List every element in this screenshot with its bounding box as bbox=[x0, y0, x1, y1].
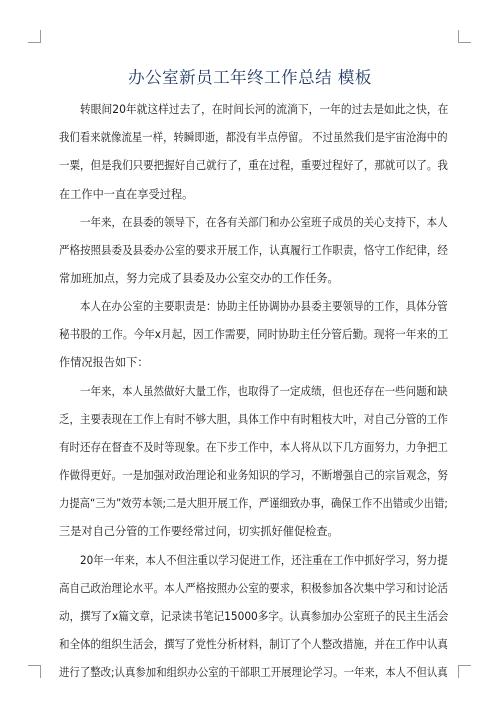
text-line: 动，撰写了x篇文章，记录读书笔记15000多字。认真参加办公室班子的民主生活会 bbox=[59, 610, 449, 623]
page-corner-mark-top-right bbox=[458, 30, 471, 43]
text-line: 秘书股的工作。今年x月起，因工作需要，同时协助主任分管后勤。现将一年来的工 bbox=[59, 328, 449, 341]
document-title: 办公室新员工年终工作总结 模板 bbox=[128, 68, 372, 87]
text-line: 高自己政治理论水平。本人严格按照办公室的要求，积极参加各次集中学习和讨论活 bbox=[59, 582, 448, 595]
text-line: 一年来，在县委的领导下，在各有关部门和办公室班子成员的关心支持下，本人 bbox=[80, 216, 448, 229]
text-line: 转眼间20年就这样过去了，在时间长河的流淌下，一年的过去是如此之快，在 bbox=[80, 103, 449, 116]
text-line: 在工作中一直在享受过程。 bbox=[59, 188, 194, 201]
text-line: 三是对自己分管的工作要经常过问，切实抓好催促检查。 bbox=[59, 525, 339, 538]
page-corner-mark-top-left bbox=[28, 30, 41, 43]
text-line: 作情况报告如下： bbox=[59, 356, 149, 369]
text-line: 严格按照县委及县委办公室的要求开展工作，认真履行工作职责，恪守工作纪律，经 bbox=[59, 244, 448, 257]
text-line: 一粟，但是我们只要把握好自己就行了，重在过程，重要过程好了，那就可以了。我 bbox=[59, 159, 448, 172]
text-line: 20年一年来，本人不但注重以学习促进工作，还注重在工作中抓好学习，努力提 bbox=[80, 554, 448, 567]
text-line: 本人在办公室的主要职责是：协助主任协调协办县委主要领导的工作，具体分管 bbox=[80, 300, 448, 313]
text-line: 一年来，本人虽然做好大量工作，也取得了一定成绩，但也还存在一些问题和缺 bbox=[80, 385, 448, 398]
text-line: 和全体的组织生活会，撰写了党性分析材料，制订了个人整改措施，并在工作中认真 bbox=[59, 638, 448, 651]
text-line: 我们看来就像流星一样，转瞬即逝，都没有半点停留。 不过虽然我们是宇宙沧海中的 bbox=[59, 131, 448, 144]
text-line: 乏，主要表现在工作上有时不够大胆，具体工作中有时粗枝大叶，对自己分管的工作 bbox=[59, 413, 448, 426]
text-line: 作做得更好。一是加强对政治理论和业务知识的学习，不断增强自己的宗旨观念，努 bbox=[59, 469, 448, 482]
text-line: 力提高“三为”效劳本领;二是大胆开展工作，严谨细致办事，确保工作不出错或少出错; bbox=[59, 497, 448, 510]
text-line: 有时还存在督查不及时等现象。在下步工作中，本人将从以下几方面努力，力争把工 bbox=[59, 441, 448, 454]
text-line: 进行了整改;认真参加和组织办公室的干部职工开展理论学习。一年来，本人不但认真 bbox=[59, 666, 448, 679]
page-corner-mark-bottom-left bbox=[28, 665, 41, 678]
text-line: 常加班加点，努力完成了县委及办公室交办的工作任务。 bbox=[59, 272, 339, 285]
page-corner-mark-bottom-right bbox=[458, 665, 471, 678]
